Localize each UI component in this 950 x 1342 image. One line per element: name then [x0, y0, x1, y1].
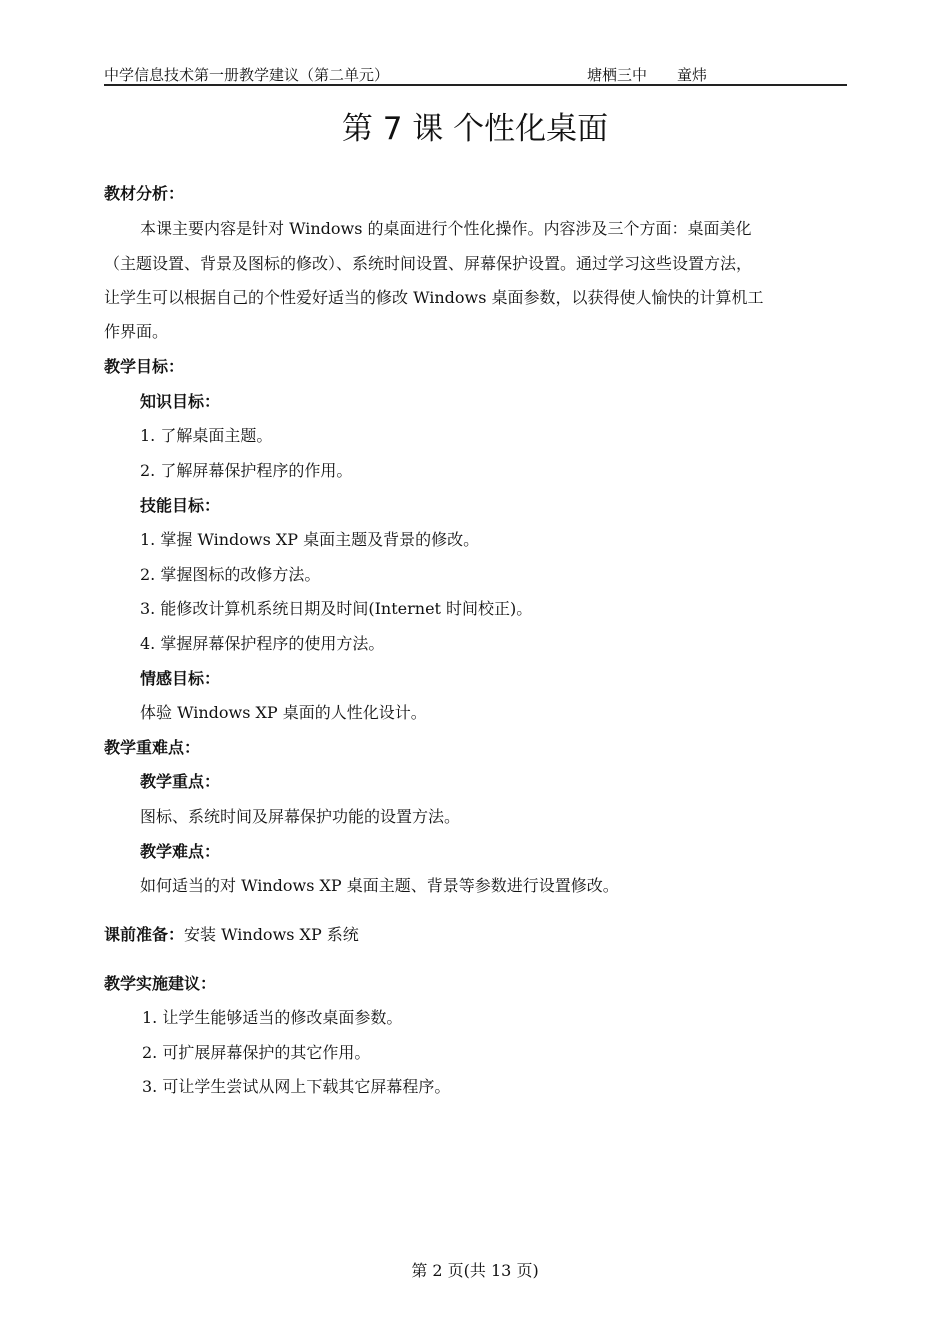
material-line: 本课主要内容是针对 Windows 的桌面进行个性化操作。内容涉及三个方面：桌面美化 [140, 219, 752, 238]
goals-heading: 教学目标： [104, 357, 185, 376]
prep-label: 课前准备： [104, 925, 185, 944]
suggestions-heading: 教学实施建议： [104, 974, 217, 993]
difficulty-heading: 教学难点： [140, 842, 221, 861]
list-item: 2. 可扩展屏幕保护的其它作用。 [142, 1043, 371, 1062]
prep-text: 安装 Windows XP 系统 [184, 925, 359, 944]
emotion-goals-heading: 情感目标： [140, 669, 221, 688]
skill-goals-heading: 技能目标： [140, 496, 221, 515]
header-divider [104, 84, 847, 86]
focus-text: 图标、系统时间及屏幕保护功能的设置方法。 [140, 807, 461, 826]
list-item: 4. 掌握屏幕保护程序的使用方法。 [140, 634, 385, 653]
lesson-title: 第 7 课 个性化桌面 [341, 111, 609, 147]
list-item: 2. 掌握图标的改修方法。 [140, 565, 321, 584]
keypoints-heading: 教学重难点： [104, 738, 201, 757]
list-item: 1. 掌握 Windows XP 桌面主题及背景的修改。 [140, 530, 480, 549]
list-item: 1. 让学生能够适当的修改桌面参数。 [142, 1008, 403, 1027]
material-line: （主题设置、背景及图标的修改）、系统时间设置、屏幕保护设置。通过学习这些设置方法， [104, 254, 753, 273]
header-school: 塘栖三中 [587, 66, 648, 84]
focus-heading: 教学重点： [140, 772, 221, 791]
list-item: 1. 了解桌面主题。 [140, 426, 273, 445]
list-item: 3. 可让学生尝试从网上下载其它屏幕程序。 [142, 1077, 451, 1096]
prep-line [104, 925, 359, 945]
page-footer: 第 2 页(共 13 页) [411, 1261, 539, 1280]
material-line: 让学生可以根据自己的个性爱好适当的修改 Windows 桌面参数，以获得使人愉快的计算机工 [104, 288, 764, 307]
header-author: 童炜 [677, 66, 708, 84]
list-item: 3. 能修改计算机系统日期及时间(Internet 时间校正)。 [140, 599, 533, 618]
list-item: 2. 了解屏幕保护程序的作用。 [140, 461, 353, 480]
page-header [104, 62, 847, 86]
material-line: 作界面。 [104, 322, 169, 341]
knowledge-goals-heading: 知识目标： [140, 392, 221, 411]
material-heading: 教材分析： [104, 184, 185, 203]
header-course: 中学信息技术第一册教学建议（第二单元） [104, 66, 390, 84]
difficulty-text: 如何适当的对 Windows XP 桌面主题、背景等参数进行设置修改。 [140, 876, 619, 895]
emotion-goals-text: 体验 Windows XP 桌面的人性化设计。 [140, 703, 427, 722]
